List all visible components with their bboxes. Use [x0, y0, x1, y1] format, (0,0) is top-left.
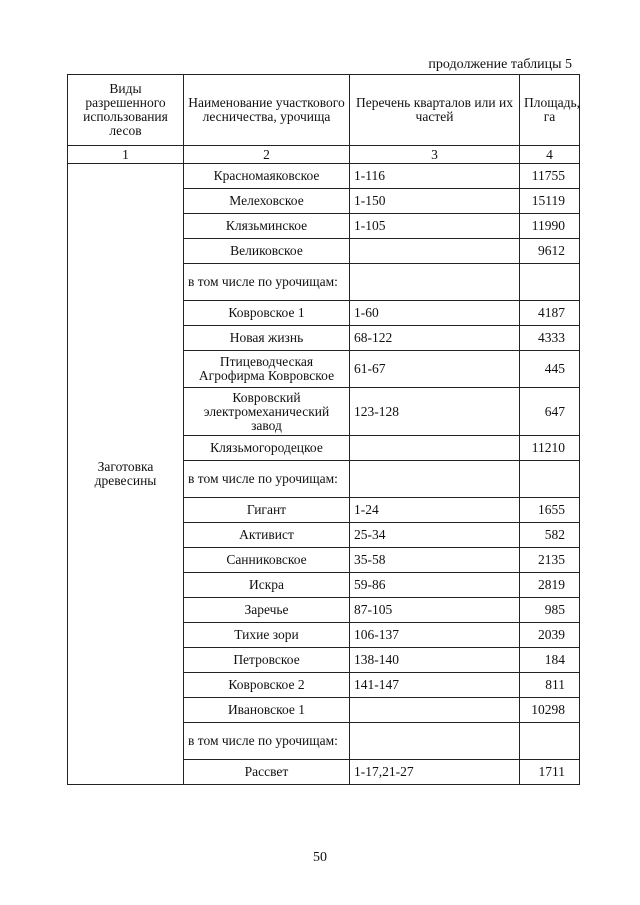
forestry-name-cell: Мелеховское — [184, 189, 350, 214]
area-cell: 582 — [520, 523, 580, 548]
forestry-name-cell: в том числе по урочищам: — [184, 264, 350, 301]
quarters-cell: 61-67 — [350, 351, 520, 388]
col-number: 2 — [184, 146, 350, 164]
quarters-cell: 1-116 — [350, 164, 520, 189]
forestry-name-cell: Заречье — [184, 598, 350, 623]
page-number: 50 — [313, 850, 327, 865]
quarters-cell: 1-17,21-27 — [350, 760, 520, 785]
forestry-name-cell: Клязьмогородецкое — [184, 436, 350, 461]
forestry-name-cell: Активист — [184, 523, 350, 548]
quarters-cell: 141-147 — [350, 673, 520, 698]
forestry-name-cell: Санниковское — [184, 548, 350, 573]
area-cell: 2039 — [520, 623, 580, 648]
quarters-cell: 25-34 — [350, 523, 520, 548]
area-cell: 11990 — [520, 214, 580, 239]
quarters-cell — [350, 723, 520, 760]
forestry-name-cell: Великовское — [184, 239, 350, 264]
quarters-cell: 68-122 — [350, 326, 520, 351]
forestry-name-cell: Птицеводческая Агрофирма Ковровское — [184, 351, 350, 388]
quarters-cell: 138-140 — [350, 648, 520, 673]
header-use-type: Виды разрешенного использования лесов — [68, 75, 184, 146]
quarters-cell — [350, 436, 520, 461]
area-cell: 11755 — [520, 164, 580, 189]
area-cell — [520, 461, 580, 498]
forestry-name-cell: Ковровское 2 — [184, 673, 350, 698]
area-cell: 1655 — [520, 498, 580, 523]
area-cell: 11210 — [520, 436, 580, 461]
quarters-cell: 1-24 — [350, 498, 520, 523]
use-type-cell: Заготовка древесины — [68, 164, 184, 785]
area-cell: 15119 — [520, 189, 580, 214]
forestry-name-cell: в том числе по урочищам: — [184, 461, 350, 498]
area-cell: 2135 — [520, 548, 580, 573]
area-cell: 445 — [520, 351, 580, 388]
quarters-cell: 1-60 — [350, 301, 520, 326]
quarters-cell — [350, 239, 520, 264]
quarters-cell: 123-128 — [350, 388, 520, 436]
quarters-cell: 1-150 — [350, 189, 520, 214]
area-cell: 10298 — [520, 698, 580, 723]
forestry-name-cell: Гигант — [184, 498, 350, 523]
quarters-cell: 1-105 — [350, 214, 520, 239]
quarters-cell: 35-58 — [350, 548, 520, 573]
col-number: 3 — [350, 146, 520, 164]
quarters-cell: 87-105 — [350, 598, 520, 623]
area-cell: 184 — [520, 648, 580, 673]
column-number-row — [68, 146, 580, 164]
forestry-name-cell: Искра — [184, 573, 350, 598]
area-cell: 4187 — [520, 301, 580, 326]
table-row — [68, 164, 580, 189]
area-cell: 1711 — [520, 760, 580, 785]
area-cell: 9612 — [520, 239, 580, 264]
forestry-name-cell: Петровское — [184, 648, 350, 673]
area-cell — [520, 264, 580, 301]
forestry-name-cell: Ивановское 1 — [184, 698, 350, 723]
area-cell: 2819 — [520, 573, 580, 598]
forestry-name-cell: Новая жизнь — [184, 326, 350, 351]
quarters-cell — [350, 264, 520, 301]
forest-use-table — [67, 74, 580, 785]
quarters-cell — [350, 698, 520, 723]
area-cell — [520, 723, 580, 760]
area-cell: 811 — [520, 673, 580, 698]
table-caption: продолжение таблицы 5 — [428, 57, 572, 72]
forestry-name-cell: Тихие зори — [184, 623, 350, 648]
header-quarters: Перечень кварталов или их частей — [350, 75, 520, 146]
col-number: 4 — [520, 146, 580, 164]
col-number: 1 — [68, 146, 184, 164]
header-area: Площадь, га — [520, 75, 580, 146]
quarters-cell: 106-137 — [350, 623, 520, 648]
forestry-name-cell: в том числе по урочищам: — [184, 723, 350, 760]
area-cell: 4333 — [520, 326, 580, 351]
quarters-cell: 59-86 — [350, 573, 520, 598]
area-cell: 647 — [520, 388, 580, 436]
forestry-name-cell: Красномаяковское — [184, 164, 350, 189]
header-forestry-name: Наименование участкового лесничества, урочища — [184, 75, 350, 146]
forestry-name-cell: Рассвет — [184, 760, 350, 785]
forestry-name-cell: Ковровский электромеханический завод — [184, 388, 350, 436]
forestry-name-cell: Клязьминское — [184, 214, 350, 239]
quarters-cell — [350, 461, 520, 498]
forestry-name-cell: Ковровское 1 — [184, 301, 350, 326]
header-row — [68, 75, 580, 146]
area-cell: 985 — [520, 598, 580, 623]
